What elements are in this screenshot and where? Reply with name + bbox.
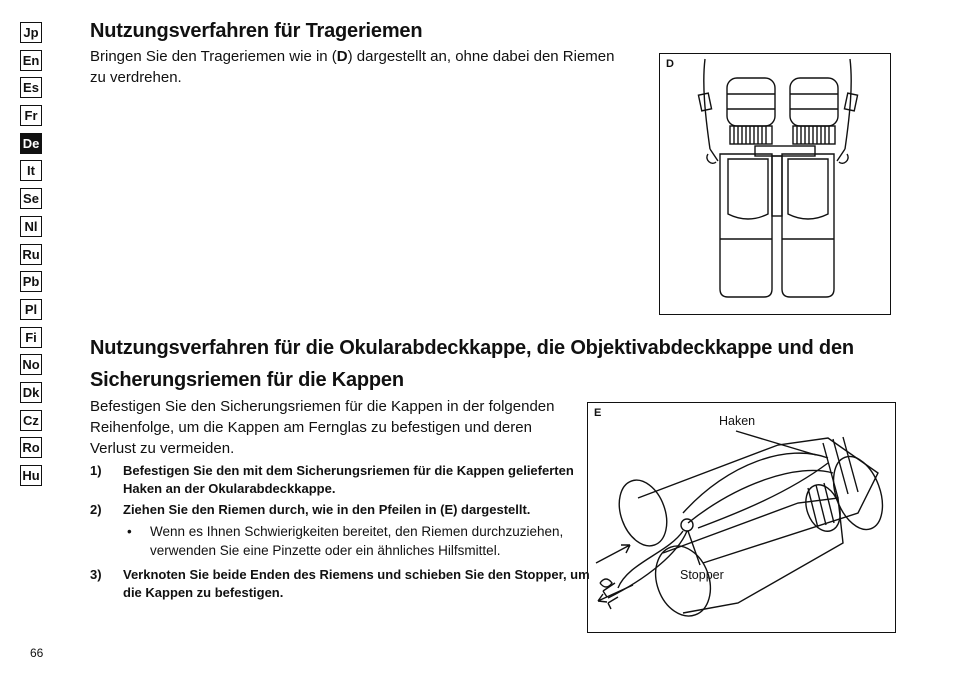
figure-e-label: E	[594, 407, 602, 419]
figure-e	[587, 402, 896, 633]
step-3-number: 3)	[90, 567, 102, 582]
section1-title: Nutzungsverfahren für Trageriemen	[90, 20, 423, 42]
section2-title-line1: Nutzungsverfahren für die Okularabdeckkappe, die Objektivabdeckkappe und den	[90, 337, 854, 359]
steps-list	[90, 462, 590, 605]
language-tab-fr: Fr	[20, 105, 42, 126]
section1-body	[90, 46, 630, 88]
step-2-bullet	[123, 522, 590, 560]
language-tab-jp: Jp	[20, 22, 42, 43]
language-tab-ru: Ru	[20, 244, 42, 265]
callout-haken: Haken	[719, 414, 756, 428]
language-tab-hu: Hu	[20, 465, 42, 486]
language-tab-en: En	[20, 50, 42, 71]
language-tab-nl: Nl	[20, 216, 42, 237]
figure-d	[659, 53, 891, 315]
language-tab-it: It	[20, 160, 42, 181]
step-2-text: Ziehen Sie den Riemen durch, wie in den Pfeilen in (E) dargestellt.	[123, 502, 531, 517]
step-3	[90, 566, 590, 602]
language-tab-dk: Dk	[20, 382, 42, 403]
language-tab-ro: Ro	[20, 437, 42, 458]
binoculars-strap-illustration	[660, 54, 890, 314]
language-tab-se: Se	[20, 188, 42, 209]
section1-body-post: ) dargestellt an, ohne dabei den Riemen zu verdrehen.	[90, 48, 615, 86]
figure-d-label: D	[666, 58, 674, 70]
step-2-bullet-text: Wenn es Ihnen Schwierigkeiten bereitet, den Riemen durchzuziehen, verwenden Sie eine Pinzette oder ein ähnliches Hilfsmittel.	[150, 524, 564, 558]
language-tab-es: Es	[20, 77, 42, 98]
step-2-number: 2)	[90, 502, 102, 517]
step-1-number: 1)	[90, 463, 102, 478]
figure-d-ref: D	[336, 48, 348, 65]
section2-title-line2: Sicherungsriemen für die Kappen	[90, 369, 404, 391]
language-tab-de: De	[20, 133, 42, 154]
language-tabs	[20, 22, 44, 493]
bullet-dot: •	[127, 524, 132, 539]
language-tab-no: No	[20, 354, 42, 375]
step-3-text: Verknoten Sie beide Enden des Riemens und schieben Sie den Stopper, um die Kappen zu befestigen.	[123, 567, 590, 600]
callout-stopper: Stopper	[680, 568, 724, 582]
step-2	[90, 501, 590, 519]
language-tab-fi: Fi	[20, 327, 42, 348]
step-1-text: Befestigen Sie den mit dem Sicherungsriemen für die Kappen gelieferten Haken an der Okularabdeckkappe.	[123, 463, 574, 496]
language-tab-cz: Cz	[20, 410, 42, 431]
step-1	[90, 462, 590, 498]
cap-strap-illustration	[588, 403, 895, 632]
section2-intro: Befestigen Sie den Sicherungsriemen für die Kappen in der folgenden Reihenfolge, um die Kappen am Fernglas zu befestigen und deren Verlust zu vermeiden.	[90, 398, 555, 457]
section1-body-pre: Bringen Sie den Trageriemen wie in (	[90, 48, 337, 65]
language-tab-pb: Pb	[20, 271, 42, 292]
language-tab-pl: Pl	[20, 299, 42, 320]
page-number: 66	[30, 646, 44, 660]
